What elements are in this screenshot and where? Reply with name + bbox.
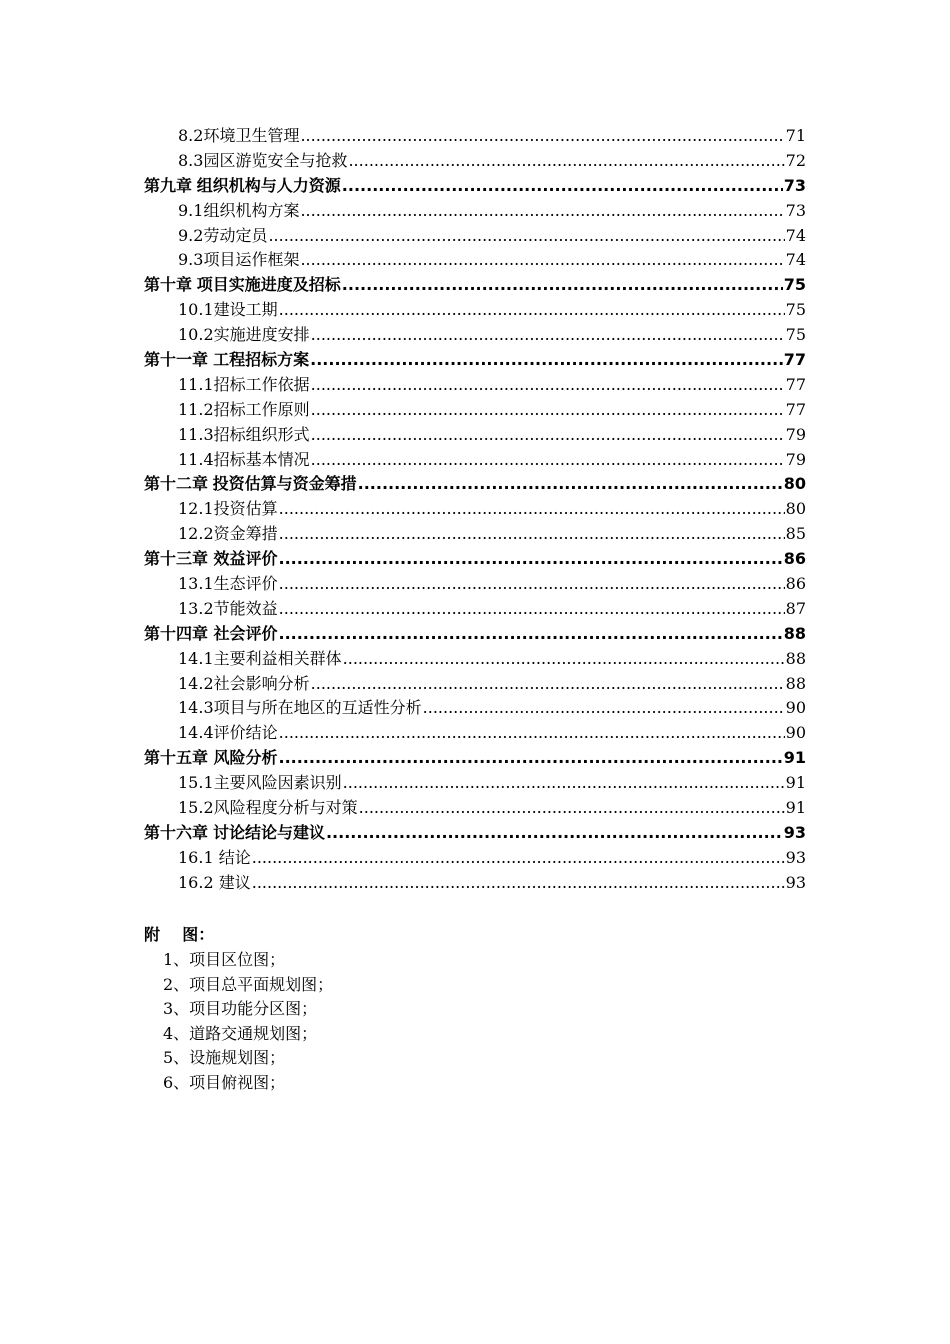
toc-entry-number: 14.1: [178, 648, 214, 668]
toc-entry-title: 投资估算: [213, 499, 278, 519]
toc-section-entry[interactable]: [144, 522, 806, 547]
toc-entry-number: 11.3: [178, 424, 214, 444]
toc-chapter-entry[interactable]: [144, 622, 806, 647]
toc-dot-leader: [300, 248, 784, 273]
toc-entry-number: 第十一章: [144, 350, 209, 370]
toc-section-entry[interactable]: [144, 647, 806, 672]
toc-entry-title: 招标工作原则: [213, 399, 310, 419]
toc-dot-leader: [268, 224, 784, 249]
appendix-list: [144, 948, 544, 1096]
toc-dot-leader: [311, 672, 785, 697]
toc-page-number: 87: [785, 598, 806, 618]
toc-entry-title: 主要利益相关群体: [213, 648, 342, 668]
toc-entry-number: 15.1: [178, 773, 214, 793]
toc-section-entry[interactable]: [144, 796, 806, 821]
appendix-item: 2、项目总平面规划图；: [163, 974, 334, 994]
toc-section-entry[interactable]: [144, 373, 806, 398]
toc-chapter-entry[interactable]: [144, 273, 806, 298]
toc-section-entry[interactable]: [144, 497, 806, 522]
toc-page-number: 75: [785, 325, 806, 345]
toc-entry-number: 第十三章: [144, 549, 209, 569]
appendix-item: 4、道路交通规划图；: [163, 1023, 318, 1043]
toc-section-entry[interactable]: [144, 224, 806, 249]
toc-entry-title: 讨论结论与建议: [212, 822, 325, 842]
toc-entry-title: 风险程度分析与对策: [213, 798, 358, 818]
toc-section-entry[interactable]: [144, 298, 806, 323]
appendix-item: 6、项目俯视图；: [163, 1072, 286, 1092]
toc-page-number: 88: [783, 623, 806, 643]
toc-dot-leader: [423, 696, 785, 721]
toc-dot-leader: [311, 448, 785, 473]
toc-dot-leader: [279, 497, 785, 522]
toc-page-number: 79: [785, 424, 806, 444]
appendix-title: 附 图：: [144, 925, 215, 944]
toc-dot-leader: [279, 572, 785, 597]
toc-page-number: 88: [785, 648, 806, 668]
toc-entry-title: 实施进度安排: [213, 325, 310, 345]
toc-page-number: 74: [785, 250, 806, 270]
toc-entry-title: 节能效益: [213, 598, 278, 618]
toc-entry-title: 项目实施进度及招标: [196, 275, 341, 295]
toc-chapter-entry[interactable]: [144, 472, 806, 497]
toc-entry-title: 环境卫生管理: [203, 126, 300, 145]
toc-chapter-entry[interactable]: [144, 547, 806, 572]
toc-entry-number: 8.2: [178, 126, 204, 145]
toc-entry-number: 14.3: [178, 698, 214, 718]
toc-entry-title: 效益评价: [213, 549, 278, 569]
toc-entry-title: 风险分析: [213, 748, 278, 768]
toc-page-number: 93: [785, 847, 806, 867]
toc-entry-number: 11.4: [178, 449, 214, 469]
toc-entry-number: 第十二章: [144, 474, 209, 494]
toc-entry-title: 招标工作依据: [213, 374, 310, 394]
toc-entry-number: 13.1: [178, 574, 214, 594]
toc-entry-number: 9.2: [178, 225, 204, 245]
toc-entry-number: 16.2: [178, 872, 219, 892]
toc-dot-leader: [311, 323, 785, 348]
toc-page-number: 80: [783, 474, 806, 494]
toc-page-number: 77: [785, 374, 806, 394]
toc-section-entry[interactable]: [144, 149, 806, 174]
toc-section-entry[interactable]: [144, 721, 806, 746]
toc-entry-title: 项目运作框架: [203, 250, 300, 270]
toc-entry-number: 12.1: [178, 499, 214, 519]
toc-section-entry[interactable]: [144, 124, 806, 149]
appendix-item: 1、项目区位图；: [163, 950, 286, 969]
toc-dot-leader: [358, 472, 783, 497]
toc-section-entry[interactable]: [144, 423, 806, 448]
toc-entry-number: 第十五章: [144, 748, 209, 768]
toc-entry-number: 11.1: [178, 374, 214, 394]
toc-chapter-entry[interactable]: [144, 821, 806, 846]
toc-entry-number: 13.2: [178, 598, 214, 618]
toc-page-number: 93: [783, 822, 806, 842]
toc-dot-leader: [326, 821, 783, 846]
toc-entry-number: 8.3: [178, 150, 204, 170]
toc-entry-number: 14.2: [178, 673, 214, 693]
toc-page-number: 72: [785, 150, 806, 170]
toc-page-number: 71: [785, 126, 806, 145]
toc-entry-number: 第十章: [144, 275, 193, 295]
toc-page-number: 75: [785, 300, 806, 320]
toc-entry-title: 项目与所在地区的互适性分析: [213, 698, 422, 718]
toc-entry-number: 16.1: [178, 847, 219, 867]
toc-entry-title: 组织机构与人力资源: [196, 175, 341, 195]
toc-page-number: 93: [785, 872, 806, 892]
toc-page-number: 80: [785, 499, 806, 519]
toc-entry-number: 9.1: [178, 200, 204, 220]
toc-dot-leader: [279, 298, 785, 323]
toc-entry-number: 10.2: [178, 325, 214, 345]
table-of-contents: [144, 124, 806, 896]
toc-entry-number: 9.3: [178, 250, 204, 270]
toc-entry-title: 建议: [218, 872, 251, 892]
toc-page-number: 79: [785, 449, 806, 469]
toc-entry-number: 12.2: [178, 524, 214, 544]
toc-dot-leader: [279, 597, 785, 622]
appendix-item: 3、项目功能分区图；: [163, 999, 318, 1019]
toc-dot-leader: [311, 373, 785, 398]
toc-entry-number: 15.2: [178, 798, 214, 818]
toc-dot-leader: [252, 846, 785, 871]
toc-entry-title: 组织机构方案: [203, 200, 300, 220]
toc-entry-title: 社会影响分析: [213, 673, 310, 693]
toc-dot-leader: [310, 348, 783, 373]
toc-entry-title: 评价结论: [213, 723, 278, 743]
toc-page-number: 74: [785, 225, 806, 245]
toc-section-entry[interactable]: [144, 398, 806, 423]
toc-section-entry[interactable]: [144, 771, 806, 796]
toc-page-number: 90: [785, 698, 806, 718]
toc-page-number: 73: [783, 175, 806, 195]
toc-entry-number: 11.2: [178, 399, 214, 419]
toc-dot-leader: [300, 124, 784, 149]
toc-entry-title: 招标组织形式: [213, 424, 310, 444]
toc-entry-title: 投资估算与资金筹措: [212, 474, 357, 494]
toc-entry-number: 第九章: [144, 175, 193, 195]
toc-page-number: 77: [785, 399, 806, 419]
toc-chapter-entry[interactable]: [144, 348, 806, 373]
toc-entry-title: 招标基本情况: [213, 449, 310, 469]
toc-chapter-entry[interactable]: [144, 174, 806, 199]
toc-dot-leader: [342, 273, 783, 298]
toc-page-number: 73: [785, 200, 806, 220]
toc-dot-leader: [343, 771, 785, 796]
toc-page-number: 75: [783, 275, 806, 295]
toc-dot-leader: [279, 522, 785, 547]
toc-page-number: 85: [785, 524, 806, 544]
toc-entry-number: 10.1: [178, 300, 214, 320]
toc-section-entry[interactable]: [144, 199, 806, 224]
toc-dot-leader: [348, 149, 784, 174]
toc-entry-number: 14.4: [178, 723, 214, 743]
toc-section-entry[interactable]: [144, 846, 806, 871]
toc-page-number: 90: [785, 723, 806, 743]
appendix-item: 5、设施规划图；: [163, 1048, 286, 1068]
toc-dot-leader: [278, 746, 782, 771]
appendix-figures: [144, 922, 544, 1096]
toc-dot-leader: [278, 547, 782, 572]
toc-entry-title: 生态评价: [213, 574, 278, 594]
toc-dot-leader: [311, 398, 785, 423]
toc-page-number: 86: [783, 549, 806, 569]
toc-section-entry[interactable]: [144, 672, 806, 697]
toc-dot-leader: [300, 199, 784, 224]
toc-entry-title: 园区游览安全与抢救: [203, 150, 348, 170]
toc-section-entry[interactable]: [144, 248, 806, 273]
toc-entry-title: 社会评价: [213, 623, 278, 643]
toc-entry-title: 建设工期: [213, 300, 278, 320]
toc-page-number: 91: [785, 798, 806, 818]
toc-section-entry[interactable]: [144, 572, 806, 597]
toc-page-number: 88: [785, 673, 806, 693]
toc-entry-number: 第十四章: [144, 623, 209, 643]
toc-dot-leader: [343, 647, 785, 672]
toc-page-number: 91: [783, 748, 806, 768]
toc-entry-number: 第十六章: [144, 822, 209, 842]
toc-page-number: 77: [783, 350, 806, 370]
toc-entry-title: 资金筹措: [213, 524, 278, 544]
toc-page-number: 86: [785, 574, 806, 594]
toc-chapter-entry[interactable]: [144, 746, 806, 771]
toc-dot-leader: [278, 622, 782, 647]
toc-section-entry[interactable]: [144, 696, 806, 721]
toc-section-entry[interactable]: [144, 597, 806, 622]
toc-dot-leader: [359, 796, 785, 821]
toc-section-entry[interactable]: [144, 871, 806, 896]
toc-dot-leader: [252, 871, 785, 896]
toc-entry-title: 主要风险因素识别: [213, 773, 342, 793]
toc-entry-title: 劳动定员: [203, 225, 268, 245]
toc-section-entry[interactable]: [144, 448, 806, 473]
toc-dot-leader: [279, 721, 785, 746]
toc-entry-title: 工程招标方案: [213, 350, 310, 370]
toc-page-number: 91: [785, 773, 806, 793]
toc-section-entry[interactable]: [144, 323, 806, 348]
toc-entry-title: 结论: [218, 847, 251, 867]
toc-dot-leader: [342, 174, 783, 199]
toc-dot-leader: [311, 423, 785, 448]
